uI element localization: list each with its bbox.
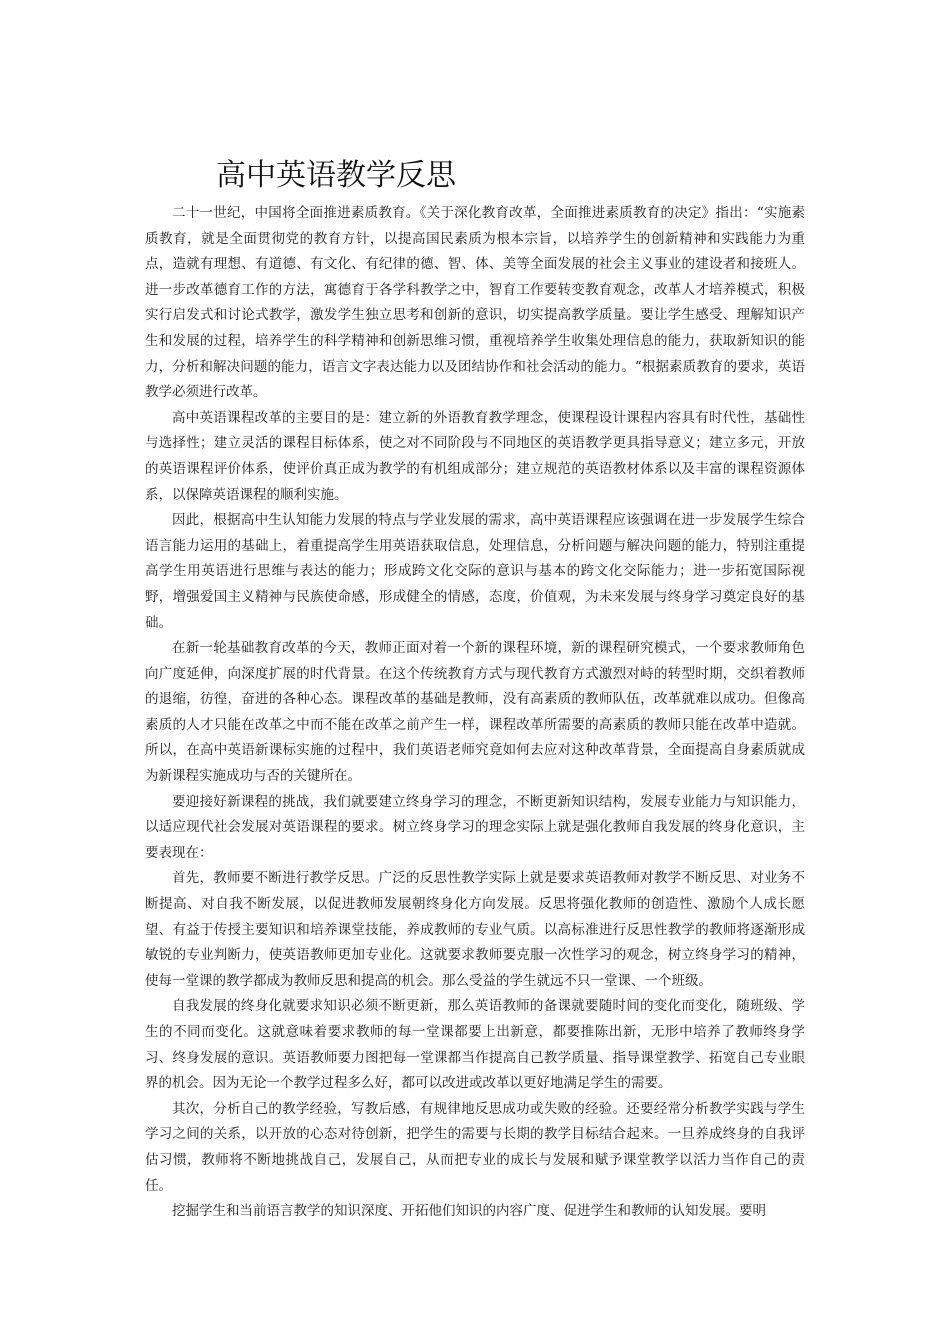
document-title: 高中英语教学反思 bbox=[216, 158, 456, 193]
paragraph: 在新一轮基础教育改革的今天，教师正面对着一个新的课程环境，新的课程研究模式，一个要求教师角色向广度延伸，向深度扩展的时代背景。在这个传统教育方式与现代教育方式激烈对峙的转型时期，交织着教师的退缩，彷徨，奋进的各种心态。课程改革的基础是教师，没有高素质的教师队伍，改革就难以成功。但像高素质的人才只能在改革之中而不能在改革之前产生一样，课程改革所需要的高素质的教师只能在改革中造就。所以，在高中英语新课标实施的过程中，我们英语老师究竟如何去应对这种改革背景，全面提高自身素质就成为新课程实施成功与否的关键所在。 bbox=[145, 640, 805, 785]
paragraph: 自我发展的终身化就要求知识必须不断更新，那么英语教师的备课就要随时间的变化而变化，随班级、学生的不同而变化。这就意味着要求教师的每一堂课都要上出新意，都要推陈出新，无形中培养了教师终身学习、终身发展的意识。英语教师要力图把每一堂课都当作提高自己教学质量、指导课堂教学、拓宽自己专业眼界的机会。因为无论一个教学过程多么好，都可以改进或改革以更好地满足学生的需要。 bbox=[145, 998, 805, 1092]
document-body bbox=[145, 201, 805, 1225]
paragraph: 其次，分析自己的教学经验，写教后感，有规律地反思成功或失败的经验。还要经常分析教学实践与学生学习之间的关系，以开放的心态对待创新，把学生的需要与长期的教学目标结合起来。一旦养成终身的自我评估习惯，教师将不断地挑战自己，发展自己，从而把专业的成长与发展和赋予课堂教学以活力当作自己的责任。 bbox=[145, 1100, 805, 1194]
paragraph: 高中英语课程改革的主要目的是：建立新的外语教育教学理念，使课程设计课程内容具有时代性，基础性与选择性；建立灵活的课程目标体系，使之对不同阶段与不同地区的英语教学更具指导意义；建立多元，开放的英语课程评价体系，使评价真正成为教学的有机组成部分；建立规范的英语教材体系以及丰富的课程资源体系，以保障英语课程的顺利实施。 bbox=[145, 409, 805, 503]
paragraph: 首先，教师要不断进行教学反思。广泛的反思性教学实际上就是要求英语教师对教学不断反思、对业务不断提高、对自我不断发展，以促进教师发展朝终身化方向发展。反思将强化教师的创造性、激励个人成长愿望、有益于传授主要知识和培养课堂技能，养成教师的专业气质。以高标准进行反思性教学的教师将逐渐形成敏锐的专业判断力，使英语教师更加专业化。这就要求教师要克服一次性学习的观念，树立终身学习的精神，使每一堂课的教学都成为教师反思和提高的机会。那么受益的学生就远不只一堂课、一个班级。 bbox=[145, 870, 805, 989]
paragraph: 二十一世纪，中国将全面推进素质教育。《关于深化教育改革，全面推进素质教育的决定》指出：“实施素质教育，就是全面贯彻党的教育方针，以提高国民素质为根本宗旨，以培养学生的创新精神和实践能力为重点，造就有理想、有道德、有文化、有纪律的德、智、体、美等全面发展的社会主义事业的建设者和接班人。进一步改革德育工作的方法，寓德育于各学科教学之中，智育工作要转变教育观念，改革人才培养模式，积极实行启发式和讨论式教学，激发学生独立思考和创新的意识，切实提高教学质量。要让学生感受、理解知识产生和发展的过程，培养学生的科学精神和创新思维习惯，重视培养学生收集处理信息的能力，获取新知识的能力，分析和解决问题的能力，语言文字表达能力以及团结协作和社会活动的能力。“根据素质教育的要求，英语教学必须进行改革。 bbox=[145, 205, 805, 401]
paragraph: 要迎接好新课程的挑战，我们就要建立终身学习的理念，不断更新知识结构，发展专业能力与知识能力，以适应现代社会发展对英语课程的要求。树立终身学习的理念实际上就是强化教师自我发展的终身化意识，主要表现在： bbox=[145, 793, 805, 861]
paragraph: 因此，根据高中生认知能力发展的特点与学业发展的需求，高中英语课程应该强调在进一步发展学生综合语言能力运用的基础上，着重提高学生用英语获取信息，处理信息，分析问题与解决问题的能力，特别注重提高学生用英语进行思维与表达的能力；形成跨文化交际的意识与基本的跨文化交际能力；进一步拓宽国际视野，增强爱国主义精神与民族使命感，形成健全的情感，态度，价值观，为未来发展与终身学习奠定良好的基础。 bbox=[145, 512, 805, 631]
paragraph: 挖掘学生和当前语言教学的知识深度、开拓他们知识的内容广度、促进学生和教师的认知发展。要明 bbox=[172, 1203, 766, 1220]
